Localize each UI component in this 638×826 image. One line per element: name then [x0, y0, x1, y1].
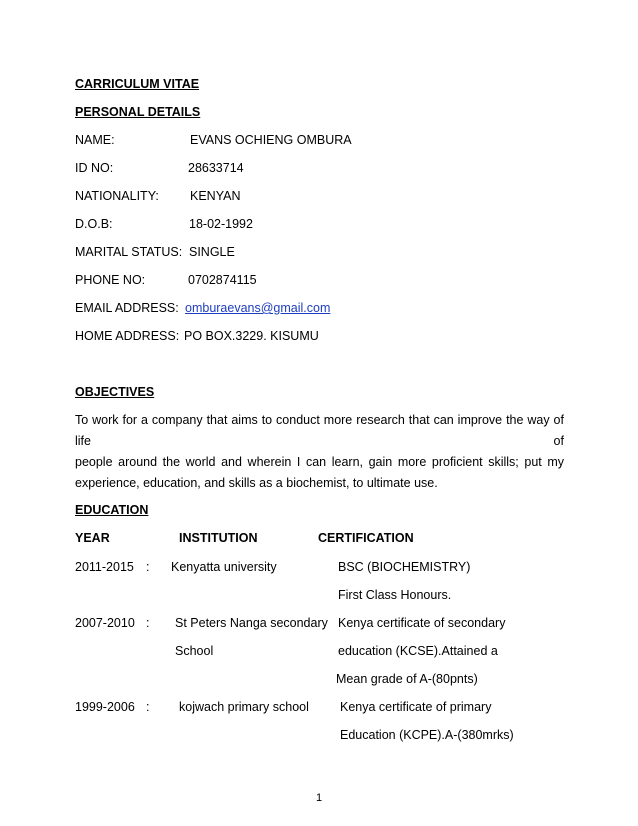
nationality-label: NATIONALITY: — [75, 189, 159, 203]
phone-label: PHONE NO: — [75, 273, 146, 287]
objectives-line: people around the world and wherein I can learn, gain more proficient skills; put my — [75, 455, 564, 469]
education-separator: : — [146, 616, 150, 630]
education-separator: : — [146, 700, 150, 714]
objectives-line: To work for a company that aims to conduct more research that can improve the way of life of — [75, 413, 564, 448]
education-certification: Kenya certificate of secondary — [338, 616, 506, 630]
institution-column-header: INSTITUTION — [179, 531, 258, 545]
name-value: EVANS OCHIENG OMBURA — [190, 133, 352, 147]
objectives-heading: OBJECTIVES — [75, 385, 155, 399]
education-certification: First Class Honours. — [338, 588, 452, 602]
email-label: EMAIL ADDRESS: — [75, 301, 179, 315]
education-certification: Kenya certificate of primary — [340, 700, 492, 714]
education-certification: Mean grade of A-(80pnts) — [336, 672, 478, 686]
marital-status-value: SINGLE — [189, 245, 235, 259]
education-year: 1999-2006 — [75, 700, 135, 714]
education-year: 2007-2010 — [75, 616, 135, 630]
id-value: 28633714 — [188, 161, 244, 175]
objectives-line: experience, education, and skills as a biochemist, to ultimate use. — [75, 476, 438, 490]
education-heading: EDUCATION — [75, 503, 149, 517]
personal-details-heading: PERSONAL DETAILS — [75, 105, 201, 119]
education-institution: School — [175, 644, 214, 658]
education-institution: St Peters Nanga secondary — [175, 616, 328, 630]
education-institution: kojwach primary school — [179, 700, 309, 714]
document-title: CARRICULUM VITAE — [75, 77, 200, 91]
name-label: NAME: — [75, 133, 115, 147]
certification-column-header: CERTIFICATION — [318, 531, 414, 545]
year-column-header: YEAR — [75, 531, 110, 545]
home-address-value: PO BOX.3229. KISUMU — [184, 329, 319, 343]
education-certification: Education (KCPE).A-(380mrks) — [340, 728, 514, 742]
education-certification: BSC (BIOCHEMISTRY) — [338, 560, 471, 574]
dob-label: D.O.B: — [75, 217, 113, 231]
page-number: 1 — [315, 792, 323, 804]
phone-value: 0702874115 — [188, 273, 257, 287]
home-address-label: HOME ADDRESS: — [75, 329, 180, 343]
education-year: 2011-2015 — [75, 560, 134, 574]
marital-status-label: MARITAL STATUS: — [75, 245, 183, 259]
email-link[interactable]: omburaevans@gmail.com — [185, 301, 331, 315]
education-separator: : — [146, 560, 150, 574]
dob-value: 18-02-1992 — [189, 217, 253, 231]
education-institution: Kenyatta university — [171, 560, 277, 574]
id-label: ID NO: — [75, 161, 114, 175]
objectives-paragraph — [75, 410, 564, 494]
nationality-value: KENYAN — [190, 189, 241, 203]
education-certification: education (KCSE).Attained a — [338, 644, 498, 658]
